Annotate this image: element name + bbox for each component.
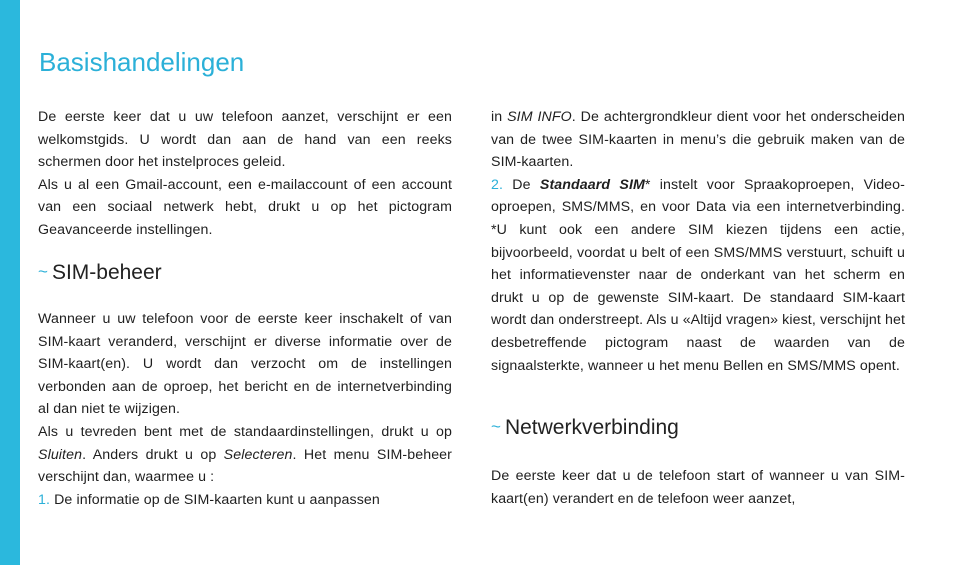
text-run: De informatie op de SIM-kaarten kunt u aanpassen [50, 491, 380, 508]
section-heading-sim-beheer [38, 258, 162, 287]
section-heading-netwerkverbinding [491, 413, 679, 442]
right-column [491, 106, 905, 377]
netwerk-body [491, 465, 905, 510]
text-run: in [491, 109, 508, 125]
heading-text: SIM-beheer [51, 261, 162, 284]
selecteren-term: Selecteren [223, 446, 293, 463]
sim-info-term: SIM INFO [507, 109, 572, 125]
list-number: 1. [38, 491, 51, 508]
sim-change-paragraph: Wanneer u uw telefoon voor de eerste keer inschakelt of van SIM-kaart veranderd, verschijnt er diverse informatie over de SIM-kaart(en). U wordt dan verzocht om de instellingen verbonden aan de oproep, het bericht en de internetverbinding al dan niet te wijzigen. [38, 311, 452, 418]
sim-info-paragraph [491, 106, 905, 174]
list-item-2 [491, 174, 905, 377]
text-run: * instelt voor Spraakoproepen, Video-oproepen, SMS/MMS, en voor Data via een internetverbinding. *U kunt ook een andere SIM kiezen tijdens een actie, bijvoorbeeld, voordat u belt of een SMS/MMS verstuurt, schuift u het informatievenster naar de onderkant van het scherm en drukt u op de gewenste SIM-kaart. De standaard SIM-kaart wordt dan onderstreept. Als u «Altijd vragen» kiest, verschijnt het desbetreffende pictogram naast de waarden van de signaalsterkte, wanneer u het menu Bellen en SMS/MMS opent. [491, 176, 905, 374]
settings-paragraph [38, 421, 452, 489]
text-run: verschijnt dan, waarmee u : [38, 469, 215, 486]
standaard-sim-term: Standaard SIM [539, 176, 645, 193]
tilde-bullet: ~ [38, 262, 48, 281]
intro-paragraph: De eerste keer dat u uw telefoon aanzet, verschijnt er een welkomstgids. U wordt dan aan de hand van een reeks schermen door het instelproces geleid. [38, 109, 452, 171]
gmail-paragraph: Als u al een Gmail-account, een e-mailaccount of een account van een sociaal netwerk hebt, drukt u op het pictogram Geavanceerde instellingen. [38, 176, 452, 238]
list-number: 2. [491, 176, 504, 193]
text-run: Als u tevreden bent met de standaardinstellingen, drukt u op [38, 423, 452, 440]
tilde-bullet: ~ [491, 417, 501, 436]
page-title: Basishandelingen [39, 47, 245, 77]
sim-beheer-term: SIM-beheer [376, 446, 452, 463]
heading-text: Netwerkverbinding [504, 416, 679, 439]
list-item-1 [38, 489, 452, 512]
side-accent-bar [0, 0, 20, 565]
text-run: De [503, 176, 540, 193]
text-run: . Het menu [292, 446, 377, 463]
left-column [38, 106, 452, 242]
sim-beheer-body [38, 308, 452, 511]
text-run: . Anders drukt u op [82, 446, 224, 463]
network-paragraph: De eerste keer dat u de telefoon start of wanneer u van SIM-kaart(en) verandert en de telefoon weer aanzet, [491, 468, 905, 507]
text-run: . De achtergrondkleur dient voor het onderscheiden van de twee SIM-kaarten in menu’s die gebruik maken van de SIM-kaarten. [491, 109, 905, 171]
sluiten-term: Sluiten [38, 446, 83, 463]
